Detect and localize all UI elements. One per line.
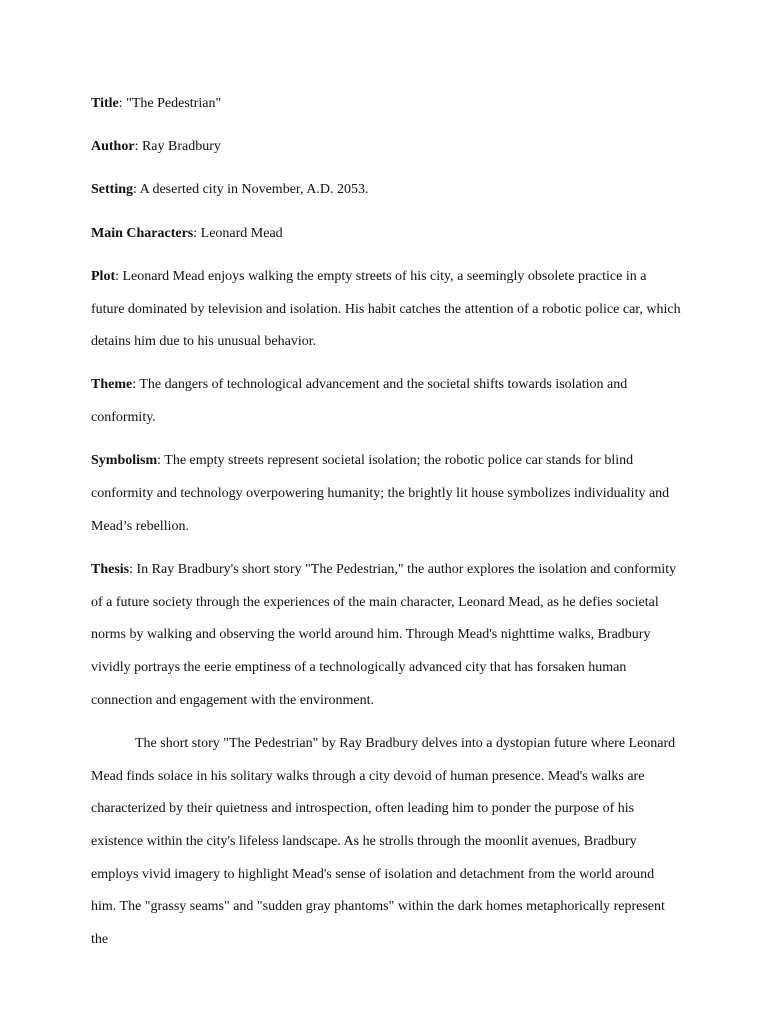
field-label: Author — [91, 139, 135, 155]
body-paragraph: The short story "The Pedestrian" by Ray Bradbury delves into a dystopian future where Leonard Mead finds solace in his solitary walks through a city devoid of human presence. Mead's walks are characterized by their quietness and introspection, often leading him to ponder the purpose of his existence within the city's lifeless landscape. As he strolls through the moonlit avenues, Bradbury employs vivid imagery to highlight Mead's sense of isolation and detachment from the world around him. The "grassy seams" and "sudden gray phantoms" within the dark homes metaphorically represent the — [91, 735, 676, 948]
field-label: Thesis — [91, 561, 130, 577]
theme-field — [91, 369, 681, 434]
document-content — [91, 88, 681, 957]
setting-field — [91, 174, 681, 207]
field-label: Symbolism — [91, 453, 158, 469]
symbolism-field — [91, 445, 681, 543]
field-label: Plot — [91, 268, 116, 284]
field-value: : In Ray Bradbury's short story "The Pedestrian," the author explores the isolation and conformity of a future society through the experiences of the main character, Leonard Mead, as he defies societal norms by walking and observing the world around him. Through Mead's nighttime walks, Bradbury vividly portrays the eerie emptiness of a technologically advanced city that has forsaken human connection and engagement with the environment. — [91, 561, 677, 708]
field-value: : Leonard Mead — [193, 225, 283, 241]
thesis-field — [91, 554, 681, 718]
plot-field — [91, 261, 681, 359]
field-label: Title — [91, 96, 119, 111]
field-label: Main Characters — [91, 225, 194, 241]
field-value: : A deserted city in November, A.D. 2053. — [133, 182, 369, 198]
title-field — [91, 88, 681, 121]
field-value: : Ray Bradbury — [134, 139, 221, 155]
field-value: : The empty streets represent societal isolation; the robotic police car stands for blind conformity and technology overpowering humanity; the brightly lit house symbolizes individuality and Mead’s rebellion. — [91, 453, 670, 534]
field-value: : Leonard Mead enjoys walking the empty streets of his city, a seemingly obsolete practice in a future dominated by television and isolation. His habit catches the attention of a robotic police car, which detains him due to his unusual behavior. — [91, 268, 681, 350]
field-label: Setting — [91, 182, 133, 198]
main-characters-field — [91, 218, 681, 251]
field-value: : "The Pedestrian" — [118, 96, 222, 111]
author-field — [91, 131, 681, 164]
field-value: : The dangers of technological advancement and the societal shifts towards isolation and conformity. — [91, 377, 628, 426]
field-label: Theme — [91, 377, 133, 393]
